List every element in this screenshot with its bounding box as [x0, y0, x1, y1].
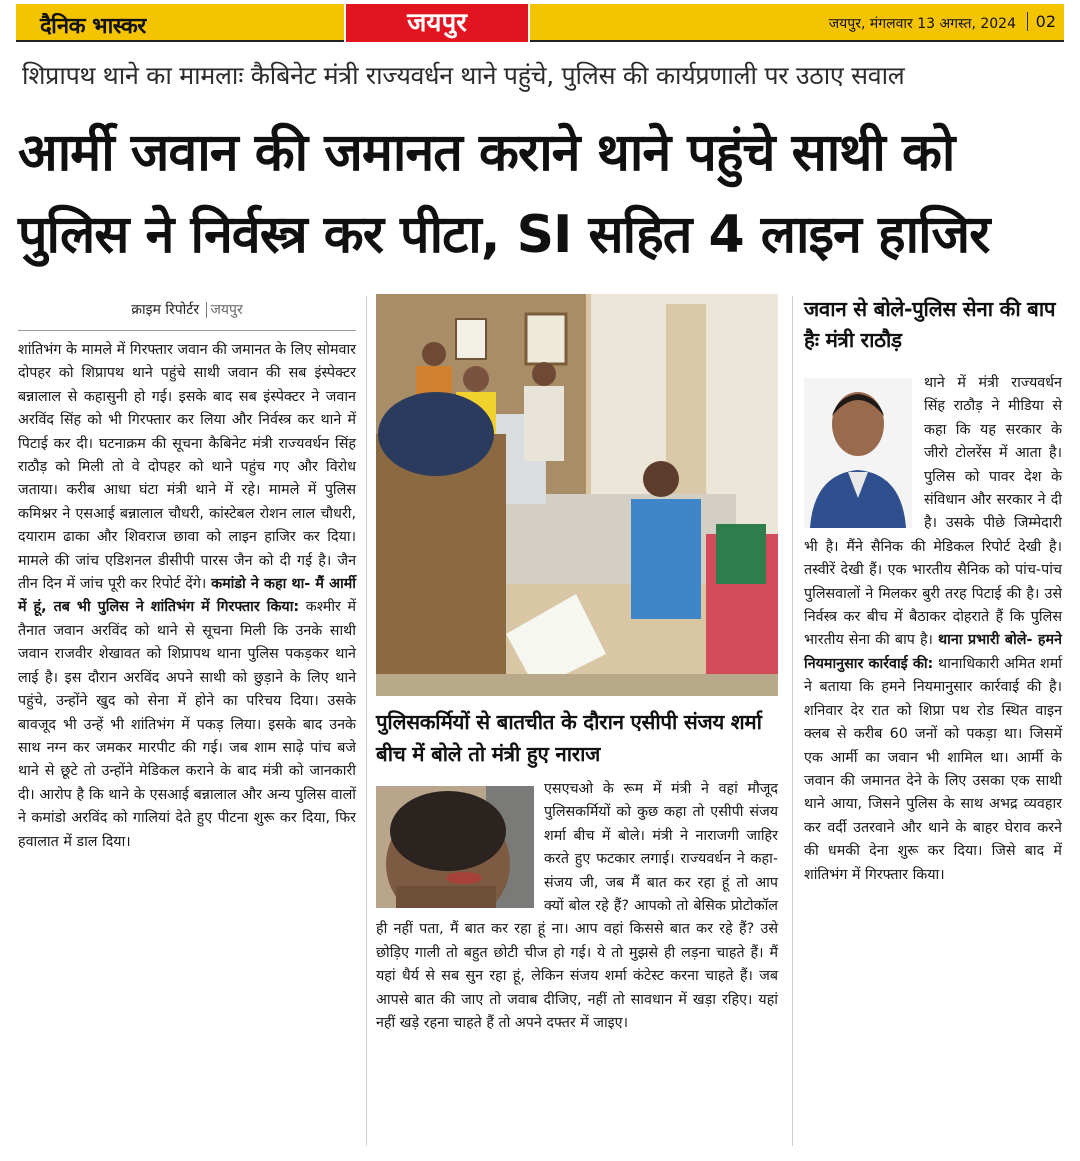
paragraph: शांतिभंग के मामले में गिरफ्तार जवान की जमानत के लिए सोमवार दोपहर को शिप्रापथ थाने पहुंचे साथी जवान की सब इंस्पेक्टर बन्नालाल से कहासुनी हो गई। इसके बाद सब इंस्पेक्टर ने जवान अरविंद सिंह को भी गिरफ्तार कर लिया और निर्वस्त्र कर थाने में पिटाई कर दी। घटनाक्रम की सूचना कैबिनेट मंत्री राज्यवर्धन सिंह राठौड़ को मिली तो वे दोपहर को थाने पहुंच गए और विरोध जताया। करीब आधा घंटा मंत्री थाने में रहे। मामले में पुलिस कमिश्नर ने एसआई बन्नालाल चौधरी, कांस्टेबल रोशन लाल चौधरी, दयाराम ढाका और शिवराज छावा को लाइन हाजिर कर दिया। मामले की जांच एडिशनल डीसीपी पारस जैन को दी गई है। जैन तीन दिन में जांच पूरी कर रिपोर्ट देंगे। — [18, 342, 356, 593]
byline-rule — [18, 330, 356, 331]
article-body-2 — [376, 778, 778, 1035]
sidebar-headline: जवान से बोले-पुलिस सेना की बाप हैः मंत्री राठौड़ — [804, 297, 1056, 352]
news-photo-minister-at-police-station — [376, 294, 778, 696]
article-column-2 — [376, 294, 778, 1035]
main-headline — [18, 112, 1068, 276]
paragraph: थाने में मंत्री राज्यवर्धन सिंह राठौड़ ने मीडिया से कहा कि यह सरकार के जीरो टोलरेंस में आता है। पुलिस को पावर देश के संविधान और सरकार ने दी है। उसके पीछे जिम्मेदारी भी है। मैंने सैनिक की मेडिकल रिपोर्ट देखी है। तस्वीरें देखी हैं। एक भारतीय सैनिक को पांच-पांच पुलिसवालों ने मिलकर बुरी तरह पिटाई की है। उसे निर्वस्त्र कर बीच में बैठाकर दोहराते हैं कि पुलिस भारतीय सेना की बाप है। — [804, 375, 1062, 649]
subheading: कमांडो ने कहा था- मैं आर्मी में हूं, तब भी पुलिस ने शांतिभंग में गिरफ्तार किया: — [18, 576, 357, 616]
newspaper-brand-logo: दैनिक भास्कर — [40, 13, 146, 39]
article-body-1 — [18, 339, 356, 854]
paragraph: एसएचओ के रूम में मंत्री ने वहां मौजूद पुलिसकर्मियों को कुछ कहा तो एसीपी संजय शर्मा बीच में बोले। मंत्री ने नाराजगी जाहिर करते हुए फटकार लगाई। राज्यवर्धन ने कहा- संजय जी, जब मैं बात कर रहा हूं तो आप क्यों बोल रहे हैं? आपको तो बेसिक प्रोटोकॉल ही नहीं पता, मैं बात कर रहा हूं ना। आप वहां किससे बात कर रहे हैं? उसे छोड़िए गाली तो बहुत छोटी चीज हो गई। ये तो मुझसे ही लड़ना चाहते हैं। मैं यहां धैर्य से सब सुन रहा हूं, लेकिन संजय शर्मा कंटेस्ट करना चाहते हैं। जब आपसे बात की जाए तो जवाब दीजिए, नहीं तो सावधान में खड़ा रहिए। यहां नहीं खड़े रहना चाहते हैं तो अपने दफ्तर में जाइए। — [376, 781, 778, 1032]
city-edition-box — [344, 4, 530, 42]
paragraph: थानाधिकारी अमित शर्मा ने बताया कि हमने नियमानुसार कार्रवाई की है। शनिवार देर रात को शिप्रा पथ रोड स्थित वाइन क्लब से करीब 60 जनों को पकड़ा था। जिसमें एक आर्मी का जवान भी शामिल था। आर्मी के जवान की जमानत देने के लिए उसका एक साथी थाने आया, जिसने पुलिस के साथ अभद्र व्यवहार कर वर्दी उतरवाने और थाने के बाहर घेराव करने की धमकी देना शुरू कर दिया। जिसे बाद में शांतिभंग में गिरफ्तार किया। — [804, 655, 1062, 883]
portrait-illustration — [804, 378, 912, 528]
article-column-3 — [804, 294, 1062, 887]
sidebar-body — [804, 372, 1062, 887]
byline — [18, 300, 356, 319]
column-divider — [366, 296, 367, 1146]
page-number: 02 — [1027, 12, 1056, 31]
photo-illustration — [376, 294, 778, 696]
headline-line-1: आर्मी जवान की जमानत कराने थाने पहुंचे साथी को — [18, 123, 955, 183]
paragraph: कश्मीर में तैनात जवान अरविंद को थाने से सूचना मिली कि उनके साथी जवान राजवीर शेखावत को शिप्रापथ थाना पुलिस पकड़कर थाने लाई है। इस दौरान अरविंद अपने साथी को छुड़ाने के लिए थाने पहुंचे, उन्होंने खुद को सेना में होने का परिचय दिया। उसके बावजूद भी उन्हें भी शांतिभंग में पकड़ लिया। इसके बाद उनके साथ नग्न कर जमकर मारपीट की गई। जब शाम साढ़े पांच बजे थाने से छूटे तो उन्होंने मेडिकल कराने के बाद मंत्री को जानकारी दी। आरोप है कि थाने के एसआई बन्नालाल और अन्य पुलिस वालों ने कमांडो अरविंद को गालियां देते हुए पीटना शुरू कर दिया, फिर हवालात में डाल दिया। — [18, 599, 356, 850]
photo-caption-headline: पुलिसकर्मियों से बातचीत के दौरान एसीपी संजय शर्मा बीच में बोले तो मंत्री हुए नाराज — [376, 710, 762, 766]
column-divider — [792, 296, 793, 1146]
headline-line-2: पुलिस ने निर्वस्त्र कर पीटा, SI सहित 4 लाइन हाजिर — [18, 205, 990, 265]
city-edition-label: जयपुर — [407, 8, 467, 38]
byline-city: जयपुर — [206, 302, 243, 318]
dateline: जयपुर, मंगलवार 13 अगस्त, 2024 — [828, 16, 1016, 32]
masthead — [16, 4, 1064, 42]
kicker-headline: शिप्रापथ थाने का मामलाः कैबिनेट मंत्री राज्यवर्धन थाने पहुंचे, पुलिस की कार्यप्रणाली पर उठाए सवाल — [22, 61, 905, 90]
minister-portrait-photo — [804, 378, 912, 528]
subheading: थाना प्रभारी बोले- हमने नियमानुसार कार्रवाई की: — [804, 632, 1062, 672]
byline-author: क्राइम रिपोर्टर — [131, 302, 200, 318]
injury-photo-illustration — [376, 786, 534, 908]
news-photo-head-injury — [376, 786, 534, 908]
article-column-1 — [18, 290, 356, 854]
